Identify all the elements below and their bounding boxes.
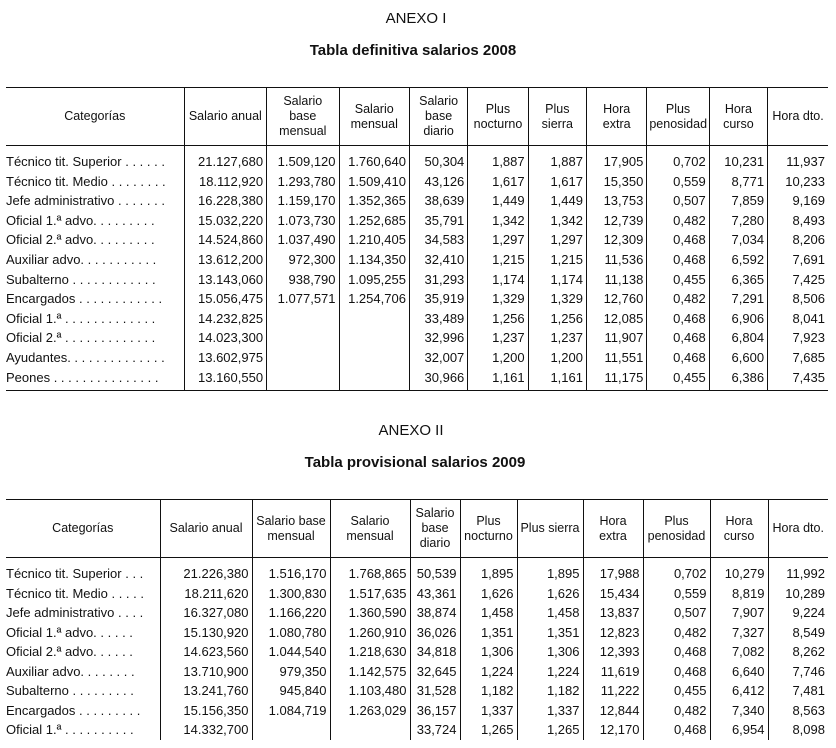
value-cell: 16.327,080	[160, 603, 252, 623]
value-cell: 7,691	[768, 250, 828, 270]
column-header: Hora extra	[586, 88, 646, 146]
value-cell: 6,640	[710, 662, 768, 682]
value-cell: 12,393	[583, 642, 643, 662]
value-cell: 1.142,575	[330, 662, 410, 682]
table-row	[6, 623, 828, 643]
value-cell: 0,559	[643, 584, 710, 604]
column-header: Salario anual	[184, 88, 267, 146]
value-cell: 36,157	[410, 701, 460, 721]
column-header: Salario mensual	[339, 88, 409, 146]
value-cell: 1.293,780	[267, 172, 339, 192]
value-cell: 7,034	[709, 230, 767, 250]
value-cell: 38,874	[410, 603, 460, 623]
value-cell	[267, 328, 339, 348]
column-header: Salario anual	[160, 500, 252, 558]
value-cell: 12,760	[586, 289, 646, 309]
table-header-row	[6, 88, 828, 146]
value-cell: 15.130,920	[160, 623, 252, 643]
value-cell: 14.023,300	[184, 328, 267, 348]
value-cell: 6,412	[710, 681, 768, 701]
column-header: Salario base mensual	[252, 500, 330, 558]
value-cell: 1,306	[460, 642, 517, 662]
value-cell: 1.103,480	[330, 681, 410, 701]
value-cell: 9,224	[768, 603, 828, 623]
value-cell: 18.211,620	[160, 584, 252, 604]
value-cell: 34,583	[409, 230, 467, 250]
value-cell: 12,823	[583, 623, 643, 643]
value-cell: 7,435	[768, 368, 828, 391]
value-cell: 7,291	[709, 289, 767, 309]
value-cell: 1,297	[528, 230, 586, 250]
table-row	[6, 146, 828, 172]
column-header: Categorías	[6, 500, 160, 558]
value-cell: 0,468	[647, 328, 709, 348]
category-cell: Encargados . . . . . . . . . . . .	[6, 291, 163, 307]
value-cell: 31,528	[410, 681, 460, 701]
value-cell: 1.300,830	[252, 584, 330, 604]
value-cell: 43,361	[410, 584, 460, 604]
value-cell	[267, 309, 339, 329]
value-cell: 1,887	[468, 146, 528, 172]
value-cell: 1.760,640	[339, 146, 409, 172]
table-row	[6, 720, 828, 740]
value-cell: 7,746	[768, 662, 828, 682]
value-cell: 1.166,220	[252, 603, 330, 623]
value-cell: 9,169	[768, 191, 828, 211]
category-cell: Oficial 2.ª advo. . . . . .	[6, 644, 133, 659]
salary-table-2009	[6, 499, 828, 740]
column-header: Salario base mensual	[267, 88, 339, 146]
table-row	[6, 368, 828, 391]
value-cell: 13,837	[583, 603, 643, 623]
value-cell: 6,906	[709, 309, 767, 329]
value-cell: 1.517,635	[330, 584, 410, 604]
table-row	[6, 642, 828, 662]
table-row	[6, 289, 828, 309]
value-cell: 1,200	[528, 348, 586, 368]
value-cell: 1,297	[468, 230, 528, 250]
value-cell: 14.623,560	[160, 642, 252, 662]
value-cell: 13.160,550	[184, 368, 267, 391]
value-cell: 0,482	[647, 211, 709, 231]
column-header: Salario base diario	[410, 500, 460, 558]
value-cell: 31,293	[409, 270, 467, 290]
column-header: Plus sierra	[528, 88, 586, 146]
category-cell: Auxiliar advo. . . . . . . .	[6, 663, 135, 679]
value-cell: 1,887	[528, 146, 586, 172]
value-cell: 8,098	[768, 720, 828, 740]
value-cell: 7,685	[768, 348, 828, 368]
value-cell: 15,350	[586, 172, 646, 192]
table-row	[6, 328, 828, 348]
value-cell: 8,819	[710, 584, 768, 604]
value-cell	[267, 368, 339, 391]
value-cell: 33,489	[409, 309, 467, 329]
annex-2-label: ANEXO II	[378, 422, 444, 439]
value-cell: 0,468	[643, 642, 710, 662]
value-cell: 1,458	[517, 603, 583, 623]
value-cell: 1.516,170	[252, 558, 330, 584]
value-cell: 1.254,706	[339, 289, 409, 309]
value-cell: 1,342	[528, 211, 586, 231]
value-cell: 1,337	[517, 701, 583, 721]
value-cell: 15.056,475	[184, 289, 267, 309]
value-cell: 0,482	[647, 289, 709, 309]
value-cell: 1,306	[517, 642, 583, 662]
value-cell: 1,224	[517, 662, 583, 682]
value-cell: 938,790	[267, 270, 339, 290]
value-cell: 1.080,780	[252, 623, 330, 643]
value-cell: 1.095,255	[339, 270, 409, 290]
value-cell: 0,482	[643, 623, 710, 643]
value-cell: 1.252,685	[339, 211, 409, 231]
value-cell: 1,237	[468, 328, 528, 348]
value-cell: 7,923	[768, 328, 828, 348]
value-cell: 21.127,680	[184, 146, 267, 172]
value-cell: 32,996	[409, 328, 467, 348]
value-cell: 12,170	[583, 720, 643, 740]
table-row	[6, 584, 828, 604]
column-header: Hora dto.	[768, 500, 828, 558]
value-cell: 7,481	[768, 681, 828, 701]
value-cell: 18.112,920	[184, 172, 267, 192]
category-cell: Ayudantes. . . . . . . . . . . . . .	[6, 349, 165, 365]
value-cell: 1.077,571	[267, 289, 339, 309]
value-cell: 1.509,120	[267, 146, 339, 172]
value-cell: 0,559	[647, 172, 709, 192]
value-cell: 979,350	[252, 662, 330, 682]
salary-table-2008	[6, 87, 828, 391]
value-cell: 15.156,350	[160, 701, 252, 721]
value-cell: 0,455	[643, 681, 710, 701]
value-cell: 1,215	[528, 250, 586, 270]
category-cell: Subalterno . . . . . . . . . . . .	[6, 271, 156, 287]
category-cell: Técnico tit. Superior . . .	[6, 566, 144, 581]
value-cell: 1.260,910	[330, 623, 410, 643]
value-cell: 34,818	[410, 642, 460, 662]
category-cell: Técnico tit. Medio . . . . .	[6, 585, 144, 601]
value-cell: 36,026	[410, 623, 460, 643]
value-cell: 1,458	[460, 603, 517, 623]
category-cell: Jefe administrativo . . . .	[6, 605, 144, 620]
value-cell: 0,482	[643, 701, 710, 721]
annex-1-label: ANEXO I	[385, 10, 447, 27]
value-cell: 1,449	[528, 191, 586, 211]
value-cell: 0,507	[647, 191, 709, 211]
value-cell: 1,329	[528, 289, 586, 309]
column-header: Plus penosidad	[643, 500, 710, 558]
column-header: Plus nocturno	[468, 88, 528, 146]
value-cell: 11,138	[586, 270, 646, 290]
value-cell	[339, 309, 409, 329]
value-cell: 32,410	[409, 250, 467, 270]
value-cell: 1.159,170	[267, 191, 339, 211]
value-cell: 50,304	[409, 146, 467, 172]
value-cell: 1,161	[468, 368, 528, 391]
value-cell: 14.524,860	[184, 230, 267, 250]
value-cell: 11,175	[586, 368, 646, 391]
value-cell: 13.710,900	[160, 662, 252, 682]
value-cell: 1,351	[460, 623, 517, 643]
category-cell: Auxiliar advo. . . . . . . . . . .	[6, 251, 157, 267]
value-cell: 1,224	[460, 662, 517, 682]
annex-1-title: Tabla definitiva salarios 2008	[309, 42, 517, 59]
value-cell: 1,182	[517, 681, 583, 701]
annex-2-title: Tabla provisional salarios 2009	[304, 454, 526, 471]
value-cell: 7,425	[768, 270, 828, 290]
value-cell: 1,265	[517, 720, 583, 740]
table-row	[6, 270, 828, 290]
table-row	[6, 662, 828, 682]
value-cell: 1,342	[468, 211, 528, 231]
column-header: Categorías	[6, 88, 184, 146]
value-cell: 1,617	[468, 172, 528, 192]
value-cell: 15.032,220	[184, 211, 267, 231]
value-cell: 12,844	[583, 701, 643, 721]
category-cell: Oficial 1.ª advo. . . . . . . . .	[6, 212, 155, 228]
value-cell: 1,174	[528, 270, 586, 290]
table-row	[6, 191, 828, 211]
column-header: Hora curso	[710, 500, 768, 558]
column-header: Plus penosidad	[647, 88, 709, 146]
value-cell: 16.228,380	[184, 191, 267, 211]
value-cell: 1,215	[468, 250, 528, 270]
column-header: Hora curso	[709, 88, 767, 146]
value-cell: 1,256	[528, 309, 586, 329]
table-row	[6, 230, 828, 250]
value-cell: 21.226,380	[160, 558, 252, 584]
value-cell: 10,279	[710, 558, 768, 584]
value-cell: 11,937	[768, 146, 828, 172]
value-cell: 1,449	[468, 191, 528, 211]
table-row	[6, 250, 828, 270]
value-cell: 13,753	[586, 191, 646, 211]
value-cell: 7,340	[710, 701, 768, 721]
value-cell: 1.352,365	[339, 191, 409, 211]
value-cell: 7,327	[710, 623, 768, 643]
value-cell: 14.232,825	[184, 309, 267, 329]
column-header: Hora extra	[583, 500, 643, 558]
value-cell: 13.143,060	[184, 270, 267, 290]
value-cell: 11,992	[768, 558, 828, 584]
value-cell: 17,988	[583, 558, 643, 584]
value-cell: 8,771	[709, 172, 767, 192]
column-header: Salario mensual	[330, 500, 410, 558]
value-cell: 11,536	[586, 250, 646, 270]
value-cell: 1.218,630	[330, 642, 410, 662]
value-cell	[267, 348, 339, 368]
column-header: Plus nocturno	[460, 500, 517, 558]
value-cell: 1,351	[517, 623, 583, 643]
category-cell: Oficial 2.ª . . . . . . . . . . . . .	[6, 330, 156, 346]
category-cell: Oficial 1.ª advo. . . . . .	[6, 624, 133, 640]
value-cell: 1,182	[460, 681, 517, 701]
table-header-row	[6, 500, 828, 558]
value-cell: 6,954	[710, 720, 768, 740]
value-cell: 1,329	[468, 289, 528, 309]
value-cell: 8,563	[768, 701, 828, 721]
category-cell: Peones . . . . . . . . . . . . . . .	[6, 368, 184, 391]
value-cell: 1,617	[528, 172, 586, 192]
value-cell: 7,280	[709, 211, 767, 231]
value-cell	[330, 720, 410, 740]
value-cell: 0,702	[643, 558, 710, 584]
value-cell: 1,161	[528, 368, 586, 391]
value-cell: 1.073,730	[267, 211, 339, 231]
value-cell: 1.134,350	[339, 250, 409, 270]
value-cell: 1,337	[460, 701, 517, 721]
table-row	[6, 309, 828, 329]
table-row	[6, 558, 828, 584]
table-row	[6, 681, 828, 701]
value-cell: 43,126	[409, 172, 467, 192]
value-cell: 6,804	[709, 328, 767, 348]
value-cell: 0,507	[643, 603, 710, 623]
category-cell: Subalterno . . . . . . . . .	[6, 683, 134, 698]
value-cell: 1.037,490	[267, 230, 339, 250]
value-cell: 1,895	[517, 558, 583, 584]
table-row	[6, 348, 828, 368]
value-cell: 11,619	[583, 662, 643, 682]
value-cell: 1.509,410	[339, 172, 409, 192]
table-row	[6, 172, 828, 192]
value-cell: 8,506	[768, 289, 828, 309]
value-cell: 6,365	[709, 270, 767, 290]
table-row	[6, 603, 828, 623]
category-cell: Oficial 2.ª advo. . . . . . . . .	[6, 232, 155, 248]
value-cell: 7,859	[709, 191, 767, 211]
value-cell: 33,724	[410, 720, 460, 740]
value-cell: 8,549	[768, 623, 828, 643]
value-cell: 1,200	[468, 348, 528, 368]
value-cell	[339, 328, 409, 348]
value-cell: 12,085	[586, 309, 646, 329]
value-cell: 1.044,540	[252, 642, 330, 662]
value-cell: 0,455	[647, 368, 709, 391]
value-cell: 10,233	[768, 172, 828, 192]
value-cell: 32,007	[409, 348, 467, 368]
category-cell: Encargados . . . . . . . . .	[6, 702, 141, 718]
value-cell: 1,237	[528, 328, 586, 348]
value-cell: 13.241,760	[160, 681, 252, 701]
value-cell: 11,907	[586, 328, 646, 348]
category-cell: Oficial 1.ª . . . . . . . . . . . . .	[6, 310, 156, 326]
value-cell: 1.360,590	[330, 603, 410, 623]
value-cell: 945,840	[252, 681, 330, 701]
value-cell: 0,468	[643, 720, 710, 740]
value-cell	[339, 368, 409, 391]
value-cell: 1,626	[517, 584, 583, 604]
value-cell: 1,626	[460, 584, 517, 604]
category-cell: Oficial 1.ª . . . . . . . . . .	[6, 722, 134, 737]
column-header: Salario base diario	[409, 88, 467, 146]
value-cell: 38,639	[409, 191, 467, 211]
value-cell: 1.263,029	[330, 701, 410, 721]
value-cell: 6,592	[709, 250, 767, 270]
column-header: Hora dto.	[768, 88, 828, 146]
table-row	[6, 701, 828, 721]
value-cell: 8,262	[768, 642, 828, 662]
value-cell: 35,791	[409, 211, 467, 231]
column-header: Plus sierra	[517, 500, 583, 558]
value-cell: 14.332,700	[160, 720, 252, 740]
value-cell: 30,966	[409, 368, 467, 391]
value-cell: 0,455	[647, 270, 709, 290]
value-cell: 0,468	[647, 348, 709, 368]
table-row	[6, 211, 828, 231]
value-cell: 0,468	[647, 250, 709, 270]
value-cell: 15,434	[583, 584, 643, 604]
value-cell: 7,907	[710, 603, 768, 623]
value-cell: 0,468	[643, 662, 710, 682]
value-cell: 1.210,405	[339, 230, 409, 250]
value-cell: 35,919	[409, 289, 467, 309]
value-cell: 0,468	[647, 309, 709, 329]
value-cell: 6,600	[709, 348, 767, 368]
value-cell: 1.084,719	[252, 701, 330, 721]
value-cell: 8,041	[768, 309, 828, 329]
value-cell: 1,895	[460, 558, 517, 584]
value-cell: 0,702	[647, 146, 709, 172]
value-cell: 17,905	[586, 146, 646, 172]
value-cell: 1,174	[468, 270, 528, 290]
value-cell: 1,256	[468, 309, 528, 329]
value-cell	[339, 348, 409, 368]
value-cell: 12,739	[586, 211, 646, 231]
value-cell: 8,493	[768, 211, 828, 231]
category-cell: Técnico tit. Superior . . . . . .	[6, 154, 165, 169]
value-cell: 32,645	[410, 662, 460, 682]
value-cell: 972,300	[267, 250, 339, 270]
category-cell: Jefe administrativo . . . . . . .	[6, 193, 165, 209]
value-cell: 6,386	[709, 368, 767, 391]
value-cell: 8,206	[768, 230, 828, 250]
value-cell: 11,222	[583, 681, 643, 701]
value-cell: 50,539	[410, 558, 460, 584]
value-cell: 10,289	[768, 584, 828, 604]
value-cell	[252, 720, 330, 740]
value-cell: 0,468	[647, 230, 709, 250]
value-cell: 1,265	[460, 720, 517, 740]
value-cell: 1.768,865	[330, 558, 410, 584]
value-cell: 10,231	[709, 146, 767, 172]
value-cell: 11,551	[586, 348, 646, 368]
value-cell: 12,309	[586, 230, 646, 250]
value-cell: 13.602,975	[184, 348, 267, 368]
value-cell: 7,082	[710, 642, 768, 662]
category-cell: Técnico tit. Medio . . . . . . . .	[6, 173, 166, 189]
value-cell: 13.612,200	[184, 250, 267, 270]
